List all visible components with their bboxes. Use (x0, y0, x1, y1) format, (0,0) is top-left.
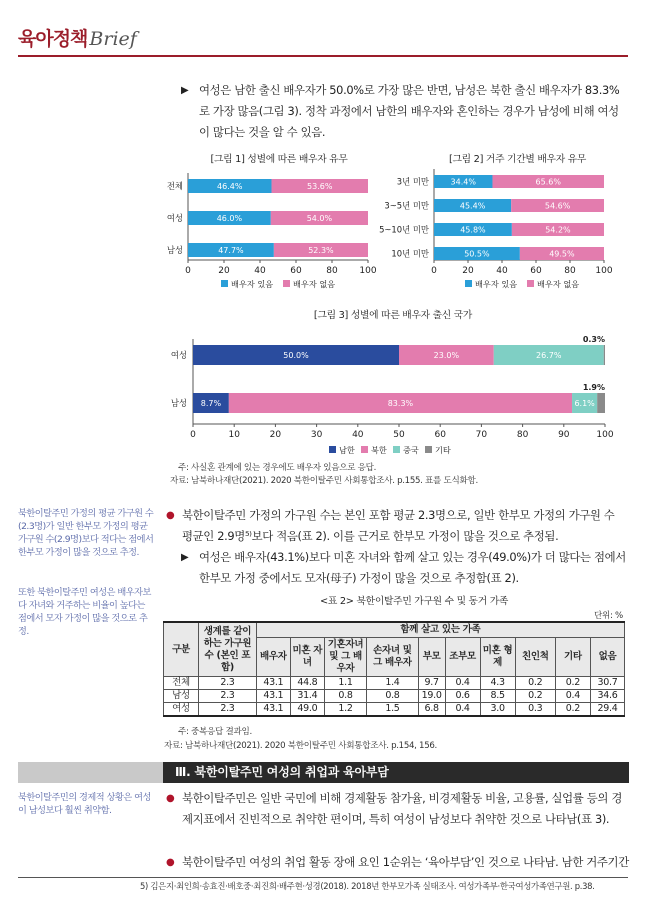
table-cell: 34.6 (590, 690, 624, 703)
figure3-chart (165, 333, 625, 459)
legend-label: 중국 (403, 445, 419, 455)
table-cell: 8.5 (480, 690, 515, 703)
col-header: 배우자 (256, 638, 290, 677)
table-cell: 0.8 (324, 690, 366, 703)
header-living-with: 함께 살고 있는 가족 (256, 622, 624, 638)
table2-note: 주: 중복응답 결과임. (178, 727, 252, 737)
table-cell: 0.2 (515, 690, 555, 703)
data-label: 53.6% (307, 182, 333, 191)
header-rule (18, 55, 628, 57)
col-header: 미혼 형제 (480, 638, 515, 677)
footnote: 5) 김은지·최인희·송효진·배호중·최진희·배주현·성경(2018). 2018년 한부모가족 실태조사. 여성가족부·한국여성가족연구원. p.38. (140, 881, 595, 891)
legend-label: 남한 (339, 445, 355, 455)
data-label: 26.7% (536, 351, 562, 360)
x-tick-label: 50 (393, 430, 405, 440)
table-cell: 2.3 (199, 677, 257, 690)
table-cell: 1.5 (367, 703, 419, 717)
data-label: 45.8% (460, 225, 486, 235)
sidebar-summary-1: 북한이탈주민 가정의 평균 가구원 수(2.3명)가 일반 한부모 가정의 평균 가구원 수(2.9명)보다 적다는 점에서 한부모 가정이 많을 것으로 추정. (18, 508, 154, 558)
data-label: 47.7% (218, 246, 244, 255)
section-bar-left (18, 762, 163, 783)
legend-swatch (361, 446, 368, 453)
data-label: 46.0% (216, 214, 243, 223)
x-tick-label: 60 (530, 266, 542, 276)
col-header: 미혼 자녀 (290, 638, 324, 677)
legend-label: 배우자 없음 (293, 279, 336, 289)
figure2-chart (379, 167, 627, 297)
table-cell: 0.4 (445, 703, 480, 717)
economy-text: 북한이탈주민은 일반 국민에 비해 경제활동 참가율, 비경제활동 비율, 고용률, 실업률 등의 경제지표에서 진빈적으로 취약한 편이며, 특히 여성이 남성보다 취약한 것으로 나타남(표 3). (182, 791, 622, 826)
x-tick-label: 80 (326, 266, 338, 276)
data-label: 46.4% (217, 182, 243, 191)
data-label: 49.5% (549, 249, 575, 259)
household-paragraph (166, 505, 628, 547)
table-cell: 2.3 (199, 703, 257, 717)
x-tick-label: 0 (431, 266, 437, 276)
intro-paragraph (181, 80, 627, 143)
table-cell: 30.7 (590, 677, 624, 690)
bullet-icon: ● (166, 510, 175, 521)
data-label: 45.4% (459, 201, 486, 211)
table-row (164, 690, 625, 703)
category-label: 여성 (170, 350, 187, 360)
x-tick-label: 100 (595, 266, 613, 276)
table-cell: 0.6 (445, 690, 480, 703)
table-row (164, 703, 625, 717)
economy-paragraph (166, 788, 628, 830)
mother-child-text: 여성은 배우자(43.1%)보다 미혼 자녀와 함께 살고 있는 경우(49.0%)가 더 많다는 점에서 한부모 가정 중에서도 모자(母子) 가정이 많을 것으로 추정함(표 2). (199, 550, 626, 585)
bullet-icon: ● (166, 793, 175, 804)
childcare-text: 북한이탈주민 여성의 취업 활동 장애 요인 1순위는 ‘육아부담’인 것으로 나타남. 남한 거주기간 (182, 855, 629, 869)
table-cell: 2.3 (199, 690, 257, 703)
x-tick-label: 10 (228, 430, 240, 440)
table-cell: 1.2 (324, 703, 366, 717)
table-cell: 19.0 (418, 690, 445, 703)
table-cell: 49.0 (290, 703, 324, 717)
table2-source: 자료: 남북하나재단(2021). 2020 북한이탈주민 사회통합조사. p.154, 156. (164, 741, 437, 751)
legend-swatch (425, 446, 432, 453)
table-cell: 43.1 (256, 703, 290, 717)
table-cell: 43.1 (256, 690, 290, 703)
col-header: 기혼자녀 및 그 배우자 (324, 638, 366, 677)
legend-label: 기타 (435, 445, 451, 455)
bar-segment (597, 393, 605, 413)
bar-segment (604, 345, 605, 365)
table-cell: 0.2 (555, 677, 590, 690)
section-heading: Ⅲ. 북한이탈주민 여성의 취업과 육아부담 (163, 762, 629, 783)
legend-swatch (393, 446, 400, 453)
legend-swatch (527, 280, 534, 287)
figure-note: 주: 사실혼 관계에 있는 경우에도 배우자 있음으로 응답. (178, 463, 377, 473)
x-tick-label: 40 (496, 266, 508, 276)
x-tick-label: 20 (218, 266, 230, 276)
bullet-icon: ● (166, 857, 175, 868)
col-header: 손자녀 및 그 배우자 (367, 638, 419, 677)
arrow-marker-icon: ▶ (181, 552, 189, 563)
brand-logo (18, 24, 137, 51)
intro-text: 여성은 남한 출신 배우자가 50.0%로 가장 많은 반면, 남성은 북한 출신 배우자가 83.3%로 가장 많음(그림 3). 정착 과정에서 남한의 배우자와 혼인하는 경우가 남성에 비해 여성이 많다는 것을 알 수 있음. (199, 83, 620, 139)
arrow-marker-icon: ▶ (181, 85, 189, 96)
table2-title: <표 2> 북한이탈주민 가구원 수 및 동거 가족 (319, 596, 509, 607)
table-cell: 6.8 (418, 703, 445, 717)
category-label: 전체 (166, 181, 183, 191)
childcare-paragraph (166, 852, 629, 873)
figure-source: 자료: 남북하나재단(2021). 2020 북한이탈주민 사회통합조사. p.155. 표를 도식화함. (170, 476, 478, 486)
x-tick-label: 90 (558, 430, 570, 440)
footnote-rule (18, 877, 628, 878)
x-tick-label: 80 (564, 266, 576, 276)
x-tick-label: 60 (434, 430, 446, 440)
data-label: 50.0% (283, 351, 309, 360)
figure1-chart (165, 167, 380, 297)
category-label: 5~10년 미만 (379, 224, 429, 235)
x-tick-label: 80 (516, 430, 529, 440)
legend-label: 배우자 없음 (537, 279, 580, 289)
col-header: 부모 (418, 638, 445, 677)
table-cell: 0.2 (515, 677, 555, 690)
x-tick-label: 100 (596, 430, 614, 440)
row-label: 남성 (164, 690, 199, 703)
data-label: 23.0% (433, 351, 460, 360)
legend-swatch (465, 280, 472, 287)
x-tick-label: 20 (269, 430, 282, 440)
legend-label: 배우자 있음 (231, 279, 274, 289)
data-label: 54.2% (545, 225, 571, 235)
col-header: 친인척 (515, 638, 555, 677)
data-label: 34.4% (450, 177, 476, 187)
category-label: 남성 (170, 398, 187, 408)
table-cell: 3.0 (480, 703, 515, 717)
x-tick-label: 40 (352, 430, 364, 440)
data-label: 8.7% (200, 399, 222, 408)
x-tick-label: 0 (190, 430, 196, 440)
brand-name: 육아정책 (18, 28, 88, 50)
col-header: 없음 (590, 638, 624, 677)
data-label: 52.3% (308, 246, 334, 255)
x-tick-label: 100 (359, 266, 377, 276)
figure1-title: [그림 1] 성별에 따른 배우자 유무 (210, 154, 348, 165)
legend-swatch (283, 280, 290, 287)
col-header: 조부모 (445, 638, 480, 677)
figure2-title: [그림 2] 거주 기간별 배우자 유무 (448, 154, 586, 165)
table-cell: 0.4 (445, 677, 480, 690)
table-cell: 1.1 (324, 677, 366, 690)
data-label: 54.6% (544, 201, 571, 211)
data-label: 83.3% (387, 399, 414, 408)
x-tick-label: 40 (254, 266, 266, 276)
category-label: 남성 (166, 245, 183, 255)
table-cell: 0.2 (555, 703, 590, 717)
x-tick-label: 70 (475, 430, 488, 440)
header-household-size: 생계를 같이하는 가구원 수 (본인 포함) (199, 622, 257, 677)
category-label: 3년 미만 (396, 176, 429, 187)
table-cell: 9.7 (418, 677, 445, 690)
row-label: 여성 (164, 703, 199, 717)
brand-brief: Brief (89, 28, 137, 50)
data-label: 6.1% (574, 399, 595, 408)
household-table (163, 621, 625, 717)
x-tick-label: 60 (290, 266, 302, 276)
data-label: 0.3% (582, 335, 605, 344)
data-label: 65.6% (535, 177, 561, 187)
table2-unit: 단위: % (594, 611, 623, 621)
data-label: 50.5% (464, 249, 490, 259)
table-cell: 44.8 (290, 677, 324, 690)
legend-label: 북한 (371, 445, 387, 455)
x-tick-label: 0 (185, 266, 191, 276)
category-label: 여성 (166, 213, 183, 223)
category-label: 10년 미만 (391, 248, 429, 259)
row-label: 전체 (164, 677, 199, 690)
table-cell: 1.4 (367, 677, 419, 690)
data-label: 54.0% (306, 214, 333, 223)
sidebar-summary-3: 북한이탈주민의 경제적 상황은 여성이 남성보다 훨씬 취약함. (18, 792, 151, 816)
legend-swatch (221, 280, 228, 287)
table-cell: 43.1 (256, 677, 290, 690)
table-cell: 4.3 (480, 677, 515, 690)
header-gubun: 구분 (164, 622, 199, 677)
figure3-title: [그림 3] 성별에 따른 배우자 출신 국가 (313, 310, 473, 321)
legend-label: 배우자 있음 (475, 279, 518, 289)
table-cell: 0.4 (555, 690, 590, 703)
table-cell: 31.4 (290, 690, 324, 703)
table-cell: 29.4 (590, 703, 624, 717)
mother-child-paragraph (181, 547, 629, 589)
data-label: 1.9% (582, 383, 605, 392)
sidebar-summary-2: 또한 북한이탈주민 여성은 배우자보다 자녀와 거주하는 비율이 높다는 점에서 모자 가정이 많을 것으로 추정. (18, 587, 151, 637)
table-cell: 0.3 (515, 703, 555, 717)
col-header: 기타 (555, 638, 590, 677)
category-label: 3~5년 미만 (384, 200, 429, 211)
household-text: 북한이탈주민 가정의 가구원 수는 본인 포함 평균 2.3명으로, 일반 한부모 가정의 가구원 수 평균인 2.9명⁵⁾보다 적음(표 2). 이를 근거로 한부모 가정이 많을 것으로 추정됨. (182, 508, 615, 543)
x-tick-label: 30 (310, 430, 323, 440)
x-tick-label: 20 (462, 266, 474, 276)
table-row (164, 677, 625, 690)
table-cell: 0.8 (367, 690, 419, 703)
legend-swatch (329, 446, 336, 453)
